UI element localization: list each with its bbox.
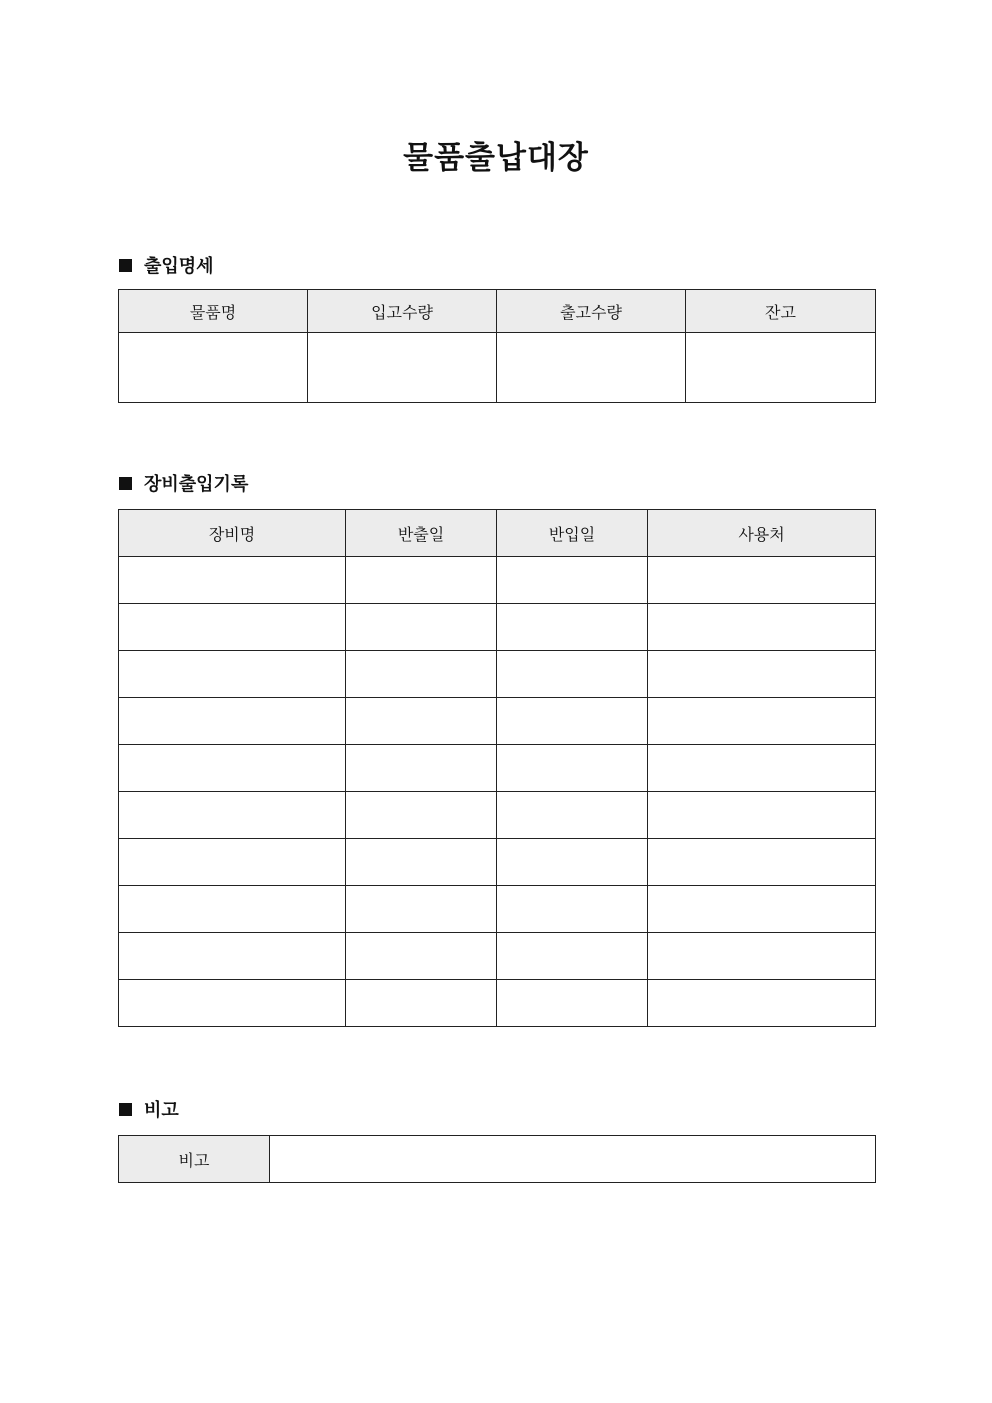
column-header-in-qty: 입고수량 bbox=[308, 290, 497, 333]
table-row bbox=[119, 792, 876, 839]
table-cell[interactable] bbox=[346, 745, 497, 792]
square-bullet-icon bbox=[119, 1103, 132, 1116]
table-cell[interactable] bbox=[346, 886, 497, 933]
remarks-label: 비고 bbox=[119, 1136, 270, 1183]
section-heading-inout bbox=[119, 252, 214, 278]
remarks-table bbox=[118, 1135, 876, 1183]
table-row bbox=[119, 980, 876, 1027]
table-cell[interactable] bbox=[497, 651, 648, 698]
table-cell[interactable] bbox=[648, 980, 876, 1027]
table-row bbox=[119, 886, 876, 933]
column-header-balance: 잔고 bbox=[686, 290, 876, 333]
table-cell[interactable] bbox=[119, 792, 346, 839]
table-row bbox=[119, 745, 876, 792]
table-row bbox=[119, 333, 876, 403]
table-cell[interactable] bbox=[648, 933, 876, 980]
table-row bbox=[119, 698, 876, 745]
table-cell[interactable] bbox=[648, 698, 876, 745]
table-cell[interactable] bbox=[648, 792, 876, 839]
table-cell[interactable] bbox=[346, 651, 497, 698]
equipment-table bbox=[118, 509, 876, 1027]
table-header-row bbox=[119, 290, 876, 333]
table-cell[interactable] bbox=[346, 933, 497, 980]
table-cell[interactable] bbox=[346, 980, 497, 1027]
square-bullet-icon bbox=[119, 259, 132, 272]
table-cell[interactable] bbox=[497, 333, 686, 403]
table-cell[interactable] bbox=[497, 980, 648, 1027]
table-cell[interactable] bbox=[497, 886, 648, 933]
table-cell[interactable] bbox=[346, 698, 497, 745]
table-cell[interactable] bbox=[119, 886, 346, 933]
remarks-field[interactable] bbox=[270, 1136, 876, 1183]
section-heading-text: 출입명세 bbox=[144, 256, 214, 277]
table-cell[interactable] bbox=[648, 557, 876, 604]
square-bullet-icon bbox=[119, 477, 132, 490]
table-cell[interactable] bbox=[497, 792, 648, 839]
section-heading-equipment bbox=[119, 470, 248, 496]
table-cell[interactable] bbox=[308, 333, 497, 403]
table-row bbox=[119, 651, 876, 698]
table-cell[interactable] bbox=[119, 651, 346, 698]
table-cell[interactable] bbox=[686, 333, 876, 403]
table-cell[interactable] bbox=[497, 839, 648, 886]
column-header-equipment-name: 장비명 bbox=[119, 510, 346, 557]
table-cell[interactable] bbox=[119, 933, 346, 980]
inout-table bbox=[118, 289, 876, 403]
column-header-item-name: 물품명 bbox=[119, 290, 308, 333]
table-cell[interactable] bbox=[497, 557, 648, 604]
column-header-checkout-date: 반출일 bbox=[346, 510, 497, 557]
table-cell[interactable] bbox=[648, 745, 876, 792]
section-heading-text: 비고 bbox=[144, 1100, 179, 1121]
page-title: 물품출납대장 bbox=[403, 140, 589, 176]
table-cell[interactable] bbox=[497, 604, 648, 651]
table-header-row bbox=[119, 510, 876, 557]
table-cell[interactable] bbox=[119, 745, 346, 792]
section-heading-remarks bbox=[119, 1096, 179, 1122]
table-row bbox=[119, 1136, 876, 1183]
section-heading-text: 장비출입기록 bbox=[144, 474, 249, 495]
table-cell[interactable] bbox=[346, 557, 497, 604]
table-cell[interactable] bbox=[119, 557, 346, 604]
table-cell[interactable] bbox=[346, 839, 497, 886]
table-row bbox=[119, 933, 876, 980]
table-cell[interactable] bbox=[648, 604, 876, 651]
table-cell[interactable] bbox=[648, 839, 876, 886]
table-row bbox=[119, 557, 876, 604]
column-header-usage-place: 사용처 bbox=[648, 510, 876, 557]
table-cell[interactable] bbox=[648, 651, 876, 698]
table-cell[interactable] bbox=[119, 698, 346, 745]
table-row bbox=[119, 839, 876, 886]
table-cell[interactable] bbox=[346, 792, 497, 839]
column-header-return-date: 반입일 bbox=[497, 510, 648, 557]
table-cell[interactable] bbox=[119, 604, 346, 651]
column-header-out-qty: 출고수량 bbox=[497, 290, 686, 333]
table-cell[interactable] bbox=[497, 698, 648, 745]
table-cell[interactable] bbox=[119, 333, 308, 403]
table-cell[interactable] bbox=[119, 980, 346, 1027]
table-cell[interactable] bbox=[346, 604, 497, 651]
table-cell[interactable] bbox=[648, 886, 876, 933]
table-cell[interactable] bbox=[119, 839, 346, 886]
table-cell[interactable] bbox=[497, 745, 648, 792]
table-row bbox=[119, 604, 876, 651]
table-cell[interactable] bbox=[497, 933, 648, 980]
